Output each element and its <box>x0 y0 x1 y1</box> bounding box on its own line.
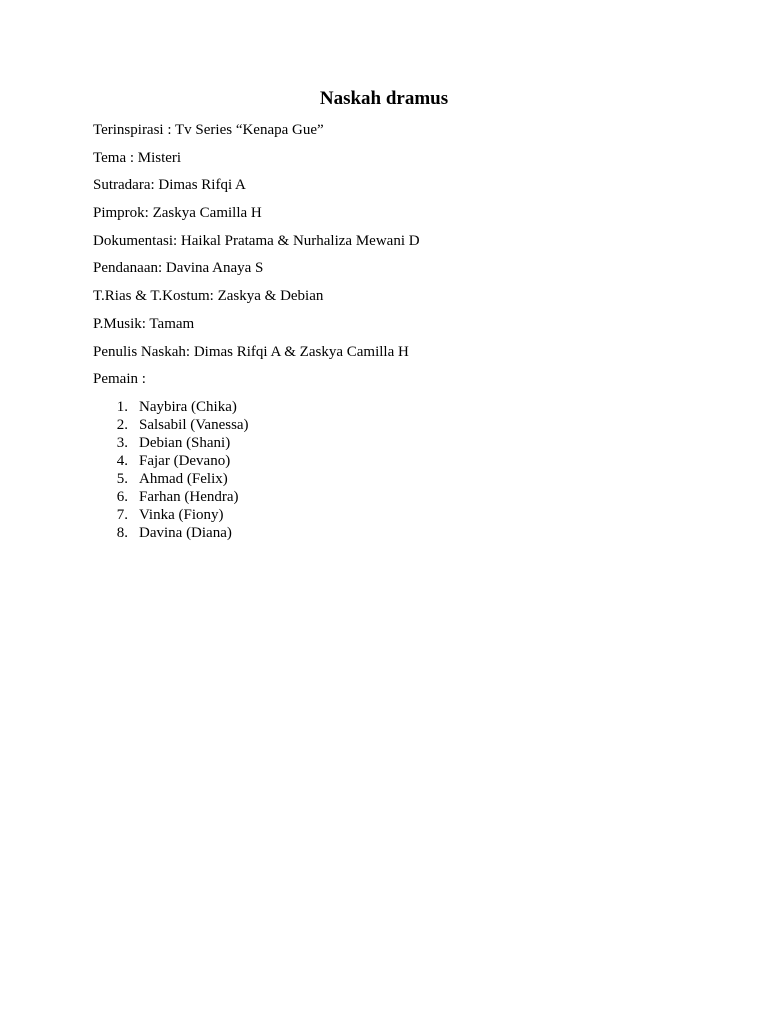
cast-number: 8. <box>116 525 128 541</box>
credit-script-writer: Penulis Naskah: Dimas Rifqi A & Zaskya Camilla H <box>93 343 409 360</box>
credit-funding: Pendanaan: Davina Anaya S <box>93 260 264 277</box>
cast-number: 3. <box>116 435 128 451</box>
cast-number: 7. <box>116 507 128 523</box>
credit-music: P.Musik: Tamam <box>93 315 195 332</box>
cast-name: Salsabil (Vanessa) <box>139 417 249 433</box>
cast-number: 2. <box>116 417 128 433</box>
credit-makeup-costume: T.Rias & T.Kostum: Zaskya & Debian <box>93 288 324 305</box>
credit-documentation: Dokumentasi: Haikal Pratama & Nurhaliza Mewani D <box>93 232 420 249</box>
cast-number: 1. <box>116 399 128 415</box>
credits-list <box>93 121 420 398</box>
cast-name: Fajar (Devano) <box>139 453 231 469</box>
cast-name: Vinka (Fiony) <box>139 507 224 523</box>
cast-name: Naybira (Chika) <box>139 399 237 415</box>
cast-name: Farhan (Hendra) <box>139 489 239 505</box>
credit-theme: Tema : Misteri <box>93 149 182 166</box>
cast-number: 6. <box>116 489 128 505</box>
cast-number: 4. <box>116 453 128 469</box>
cast-heading: Pemain : <box>93 371 146 388</box>
credit-director: Sutradara: Dimas Rifqi A <box>93 177 246 194</box>
document-title: Naskah dramus <box>319 88 449 109</box>
cast-name: Ahmad (Felix) <box>139 471 228 487</box>
cast-name: Davina (Diana) <box>139 525 232 541</box>
credit-inspiration: Terinspirasi : Tv Series “Kenapa Gue” <box>93 122 324 138</box>
credit-production-lead: Pimprok: Zaskya Camilla H <box>93 205 262 222</box>
cast-name: Debian (Shani) <box>139 435 231 451</box>
cast-number: 5. <box>116 471 128 487</box>
